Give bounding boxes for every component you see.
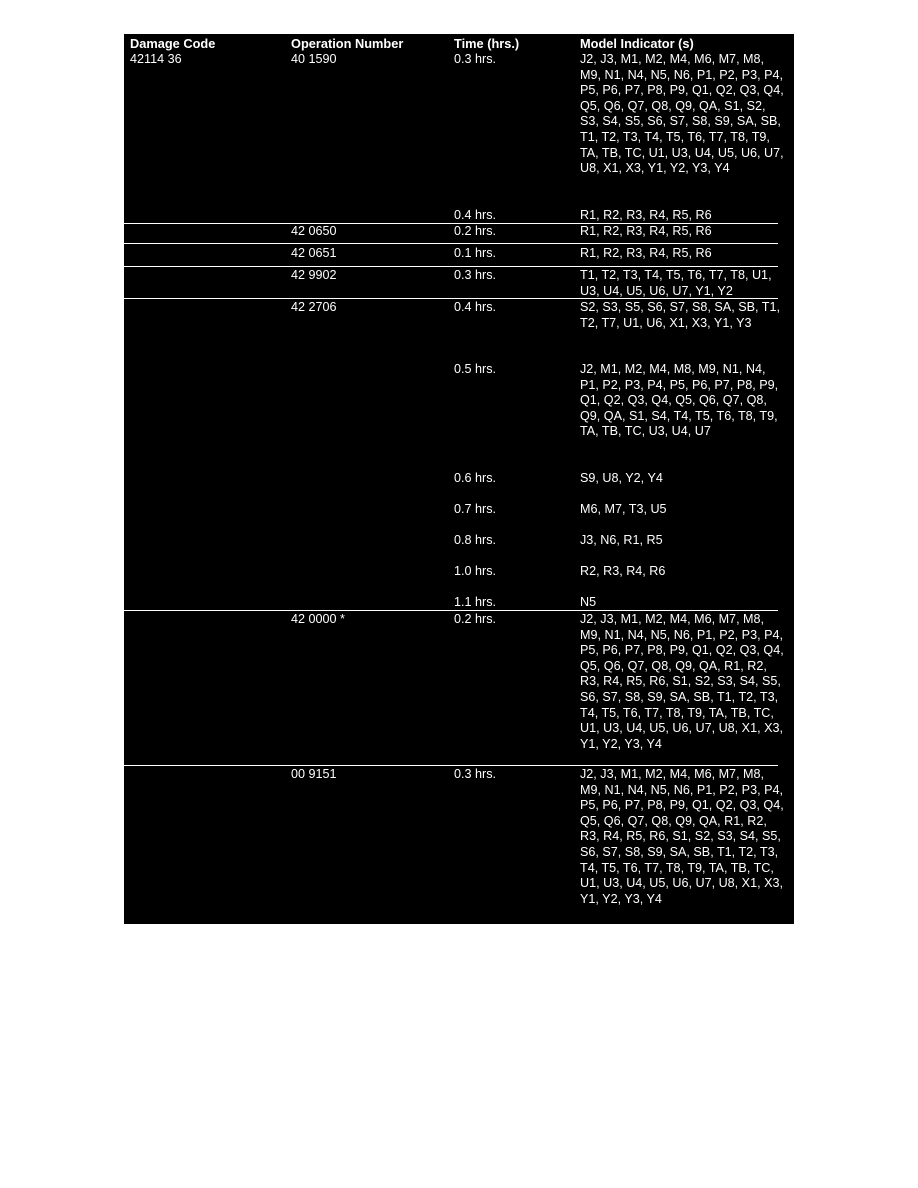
time-cell: 0.5 hrs. — [454, 362, 496, 376]
model-indicator-cell: T1, T2, T3, T4, T5, T6, T7, T8, U1, U3, U4, U5, U6, U7, Y1, Y2 — [580, 268, 772, 298]
damage-code-cell: 42114 36 — [130, 52, 182, 66]
time-cell: 0.1 hrs. — [454, 246, 496, 260]
time-cell: 0.2 hrs. — [454, 224, 496, 238]
header-time: Time (hrs.) — [454, 36, 520, 51]
model-indicator-cell: J2, J3, M1, M2, M4, M6, M7, M8, M9, N1, N4, N5, N6, P1, P2, P3, P4, P5, P6, P7, P8, P9, Q1, Q2, Q3, Q4, Q5, Q6, Q7, Q8, Q9, QA, R1, R2, R3, R4, R5, R6, S1, S2, S3, S4, S5, S6, S7, S8, S9, SA, SB, T1, T2, T3, T4, T5, T6, T7, T8, T9, TA, TB, TC, U1, U3, U4, U5, U6, U7, U8, X1, X3, Y1, Y2, Y3, Y4 — [580, 767, 784, 906]
time-cell: 1.0 hrs. — [454, 564, 496, 578]
header-damage-code: Damage Code — [130, 36, 216, 51]
model-indicator-cell: N5 — [580, 595, 597, 609]
model-indicator-cell: J2, J3, M1, M2, M4, M6, M7, M8, M9, N1, N4, N5, N6, P1, P2, P3, P4, P5, P6, P7, P8, P9, Q1, Q2, Q3, Q4, Q5, Q6, Q7, Q8, Q9, QA, R1, R2, R3, R4, R5, R6, S1, S2, S3, S4, S5, S6, S7, S8, S9, SA, SB, T1, T2, T3, T4, T5, T6, T7, T8, T9, TA, TB, TC, U1, U3, U4, U5, U6, U7, U8, X1, X3, Y1, Y2, Y3, Y4 — [580, 612, 784, 751]
time-cell: 1.1 hrs. — [454, 595, 496, 609]
model-indicator-cell: R1, R2, R3, R4, R5, R6 — [580, 246, 712, 260]
row-divider — [124, 266, 778, 267]
time-cell: 0.3 hrs. — [454, 268, 496, 282]
header-model-indicator: Model Indicator (s) — [580, 36, 694, 51]
model-indicator-cell: R1, R2, R3, R4, R5, R6 — [580, 208, 712, 222]
model-indicator-cell: S9, U8, Y2, Y4 — [580, 471, 663, 485]
model-indicator-cell: J2, J3, M1, M2, M4, M6, M7, M8, M9, N1, N4, N5, N6, P1, P2, P3, P4, P5, P6, P7, P8, P9, Q1, Q2, Q3, Q4, Q5, Q6, Q7, Q8, Q9, QA, S1, S2, S3, S4, S5, S6, S7, S8, S9, SA, SB, T1, T2, T3, T4, T5, T6, T7, T8, T9, TA, TB, TC, U1, U3, U4, U5, U6, U7, U8, X1, X3, Y1, Y2, Y3, Y4 — [580, 52, 784, 176]
time-cell: 0.3 hrs. — [454, 52, 496, 66]
model-indicator-cell: R2, R3, R4, R6 — [580, 564, 666, 578]
model-indicator-cell: J3, N6, R1, R5 — [580, 533, 663, 547]
operation-number-cell: 42 0000 * — [291, 612, 345, 626]
header-operation-number: Operation Number — [291, 36, 404, 51]
model-indicator-cell: J2, M1, M2, M4, M8, M9, N1, N4, P1, P2, P3, P4, P5, P6, P7, P8, P9, Q1, Q2, Q3, Q4, Q5, Q6, Q7, Q8, Q9, QA, S1, S4, T4, T5, T6, T8, T9, TA, TB, TC, U3, U4, U7 — [580, 362, 779, 439]
operation-number-cell: 40 1590 — [291, 52, 337, 66]
time-cell: 0.4 hrs. — [454, 208, 496, 222]
row-divider — [124, 610, 778, 611]
time-cell: 0.8 hrs. — [454, 533, 496, 547]
operation-number-cell: 42 2706 — [291, 300, 337, 314]
model-indicator-cell: S2, S3, S5, S6, S7, S8, SA, SB, T1, T2, T7, U1, U6, X1, X3, Y1, Y3 — [580, 300, 780, 330]
model-indicator-cell: R1, R2, R3, R4, R5, R6 — [580, 224, 712, 238]
row-divider — [124, 243, 778, 244]
row-divider — [124, 765, 778, 766]
row-divider — [124, 298, 778, 299]
model-indicator-cell: M6, M7, T3, U5 — [580, 502, 667, 516]
operation-number-cell: 42 0650 — [291, 224, 337, 238]
operation-number-cell: 00 9151 — [291, 767, 337, 781]
operation-number-cell: 42 9902 — [291, 268, 337, 282]
operation-number-cell: 42 0651 — [291, 246, 337, 260]
time-cell: 0.4 hrs. — [454, 300, 496, 314]
time-cell: 0.3 hrs. — [454, 767, 496, 781]
time-cell: 0.6 hrs. — [454, 471, 496, 485]
time-cell: 0.7 hrs. — [454, 502, 496, 516]
labor-time-table — [124, 34, 794, 924]
time-cell: 0.2 hrs. — [454, 612, 496, 626]
